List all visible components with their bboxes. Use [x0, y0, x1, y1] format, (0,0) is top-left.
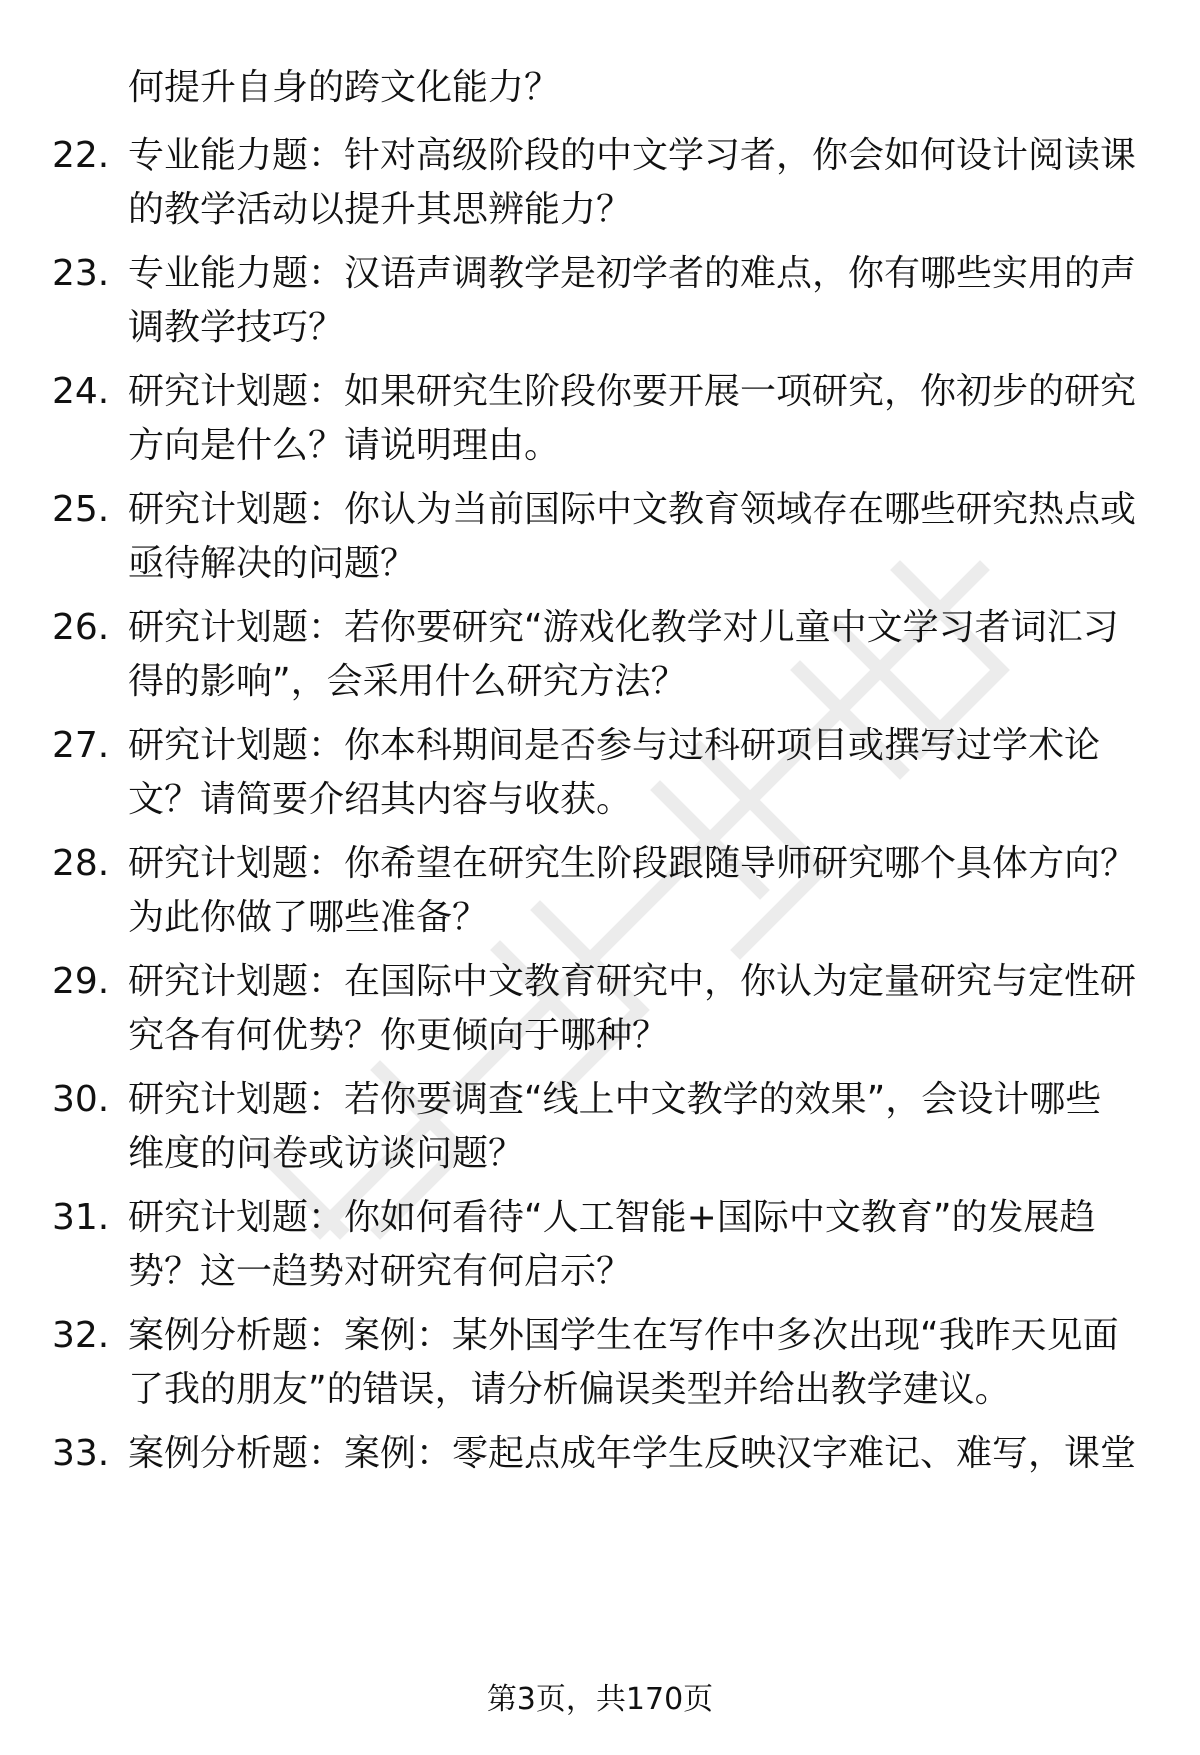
question-text-line-2: 维度的问卷或访谈问题？ — [128, 1133, 525, 1174]
question-text-line-1: 研究计划题：你如何看待“人工智能+国际中文教育”的发展趋 — [128, 1197, 1096, 1238]
question-number: 24. — [52, 371, 110, 412]
question-number: 23. — [52, 253, 110, 294]
question-number: 28. — [52, 843, 110, 884]
question-number: 30. — [52, 1079, 110, 1120]
question-number: 33. — [52, 1433, 110, 1474]
question-text-line-2: 究各有何优势？你更倾向于哪种？ — [128, 1015, 669, 1056]
question-text-line-2: 调教学技巧？ — [128, 307, 345, 348]
question-number: 26. — [52, 607, 110, 648]
question-text-line-1: 专业能力题：汉语声调教学是初学者的难点，你有哪些实用的声 — [128, 253, 1137, 294]
question-text-line-2: 了我的朋友”的错误，请分析偏误类型并给出教学建议。 — [128, 1369, 1011, 1410]
question-text-line-1: 研究计划题：在国际中文教育研究中，你认为定量研究与定性研 — [128, 961, 1137, 1002]
question-text-line-1: 研究计划题：若你要研究“游戏化教学对儿童中文学习者词汇习 — [128, 607, 1119, 648]
question-number: 32. — [52, 1315, 110, 1356]
page-footer: 第3页，共170页 — [486, 1682, 714, 1717]
question-text-line-1: 研究计划题：如果研究生阶段你要开展一项研究，你初步的研究 — [128, 371, 1137, 412]
question-number: 31. — [52, 1197, 110, 1238]
question-text-line-1: 研究计划题：你本科期间是否参与过科研项目或撰写过学术论 — [128, 725, 1101, 766]
question-text-line-2: 得的影响”，会采用什么研究方法？ — [128, 661, 687, 702]
question-text-line-1: 研究计划题：你认为当前国际中文教育领域存在哪些研究热点或 — [128, 489, 1137, 530]
question-text-line-2: 势？这一趋势对研究有何启示？ — [128, 1251, 633, 1292]
question-text-line-2: 文？请简要介绍其内容与收获。 — [128, 779, 633, 820]
question-text-line-2: 亟待解决的问题？ — [128, 543, 417, 584]
question-number: 25. — [52, 489, 110, 530]
question-text-line-1: 研究计划题：若你要调查“线上中文教学的效果”，会设计哪些 — [128, 1079, 1102, 1120]
question-text-line-2: 的教学活动以提升其思辨能力？ — [128, 189, 633, 230]
question-text-line-2: 为此你做了哪些准备？ — [128, 897, 489, 938]
question-text-line-1: 专业能力题：针对高级阶段的中文学习者，你会如何设计阅读课 — [128, 135, 1137, 176]
question-number: 22. — [52, 135, 110, 176]
question-text-line-1: 研究计划题：你希望在研究生阶段跟随导师研究哪个具体方向？ — [128, 843, 1137, 884]
question-text-line-1: 案例分析题：案例：某外国学生在写作中多次出现“我昨天见面 — [128, 1315, 1119, 1356]
question-text-line-1: 案例分析题：案例：零起点成年学生反映汉字难记、难写，课堂 — [128, 1433, 1137, 1474]
continuation-text: 何提升自身的跨文化能力？ — [128, 67, 561, 108]
question-number: 29. — [52, 961, 110, 1002]
question-text-line-2: 方向是什么？请说明理由。 — [128, 425, 561, 466]
question-number: 27. — [52, 725, 110, 766]
